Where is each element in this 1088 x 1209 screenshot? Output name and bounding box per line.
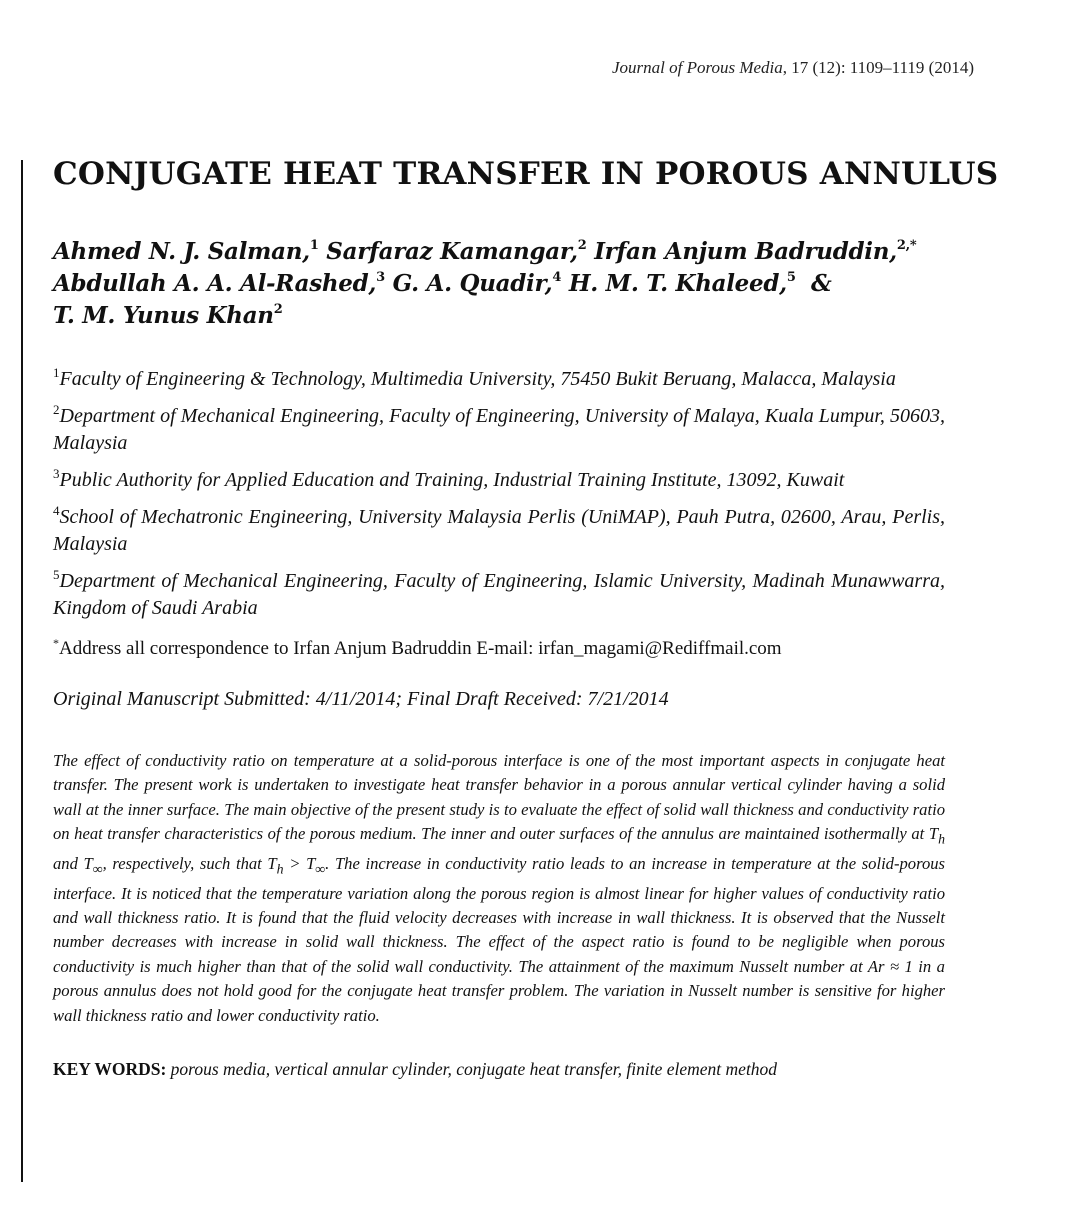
keywords: [53, 1059, 945, 1080]
margin-rule: [21, 160, 23, 1182]
author-conjunction: &: [810, 270, 832, 297]
article-front-matter: [53, 148, 999, 1080]
keywords-label: KEY WORDS:: [53, 1059, 167, 1080]
paper-title: CONJUGATE HEAT TRANSFER IN POROUS ANNULUS: [53, 156, 999, 192]
abstract: The effect of conductivity ratio on temperature at a solid-porous interface is one of the most important aspects in conjugate heat transfer. The present work is undertaken to investigate heat transfer behavior in a porous annular vertical cylinder having a solid wall at the inner surface. The main objective of the present study is to evaluate the effect of solid wall thickness and conductivity ratio on heat transfer characteristics of the porous medium. The inner and outer surfaces of the annulus are maintained isothermally at $T_h$ and $T_\infty$, respectively, such that $T_h > T_\infty$. The increase in conductivity ratio leads to an increase in temperature at the solid-porous interface. It is noticed that the temperature variation along the porous region is almost linear for higher values of conductivity ratio and wall thickness ratio. It is found that the fluid velocity decreases with increase in wall thickness. It is observed that the Nusselt number decreases with increase in solid wall thickness. The effect of the aspect ratio is found to be negligible when porous conductivity is much higher than that of the solid wall conductivity. The attainment of the maximum Nusselt number at Ar ≈ 1 in a porous annulus does not hold good for the conjugate heat transfer problem. The variation in Nusselt number is sensitive for higher wall thickness ratio and lower conductivity ratio.: [53, 751, 945, 1025]
author: T. M. Yunus Khan$^2$: [53, 302, 283, 329]
keywords-list: porous media, vertical annular cylinder, conjugate heat transfer, finite element method: [170, 1059, 778, 1080]
author: Sarfaraz Kamangar,$^2$: [326, 238, 587, 265]
author: H. M. T. Khaleed,$^5$: [568, 270, 796, 297]
author: Irfan Anjum Badruddin,$^{2,*}$: [594, 238, 917, 265]
affiliation-list: [53, 366, 945, 622]
affiliation: $^4$School of Mechatronic Engineering, University Malaysia Perlis (UniMAP), Pauh Putra, 02600, Arau, Perlis, Malaysia: [53, 503, 945, 555]
affiliation: $^1$Faculty of Engineering & Technology, Multimedia University, 75450 Bukit Beruang, Malacca, Malaysia: [53, 365, 896, 390]
author: G. A. Quadir,$^4$: [392, 270, 562, 297]
affiliation: $^5$Department of Mechanical Engineering, Faculty of Engineering, Islamic University, Madinah Munawwarra, Kingdom of Saudi Arabia: [53, 567, 945, 619]
affiliation: $^3$Public Authority for Applied Education and Training, Industrial Training Institute, 13092, Kuwait: [53, 466, 845, 491]
correspondence-note: *Address all correspondence to Irfan Anjum Badruddin E-mail: irfan_magami@Rediffmail.com: [53, 636, 782, 659]
manuscript-dates: Original Manuscript Submitted: 4/11/2014; Final Draft Received: 7/21/2014: [53, 688, 669, 710]
journal-name: Journal of Porous Media: [611, 58, 783, 77]
author: Ahmed N. J. Salman,$^1$: [53, 238, 319, 265]
journal-citation: [612, 58, 974, 78]
author: Abdullah A. A. Al-Rashed,$^3$: [53, 270, 385, 297]
author-list: [53, 236, 945, 332]
journal-volume-pages: , 17 (12): 1109–1119 (2014): [782, 58, 974, 77]
affiliation: $^2$Department of Mechanical Engineering, Faculty of Engineering, University of Malaya, Kuala Lumpur, 50603, Malaysia: [53, 402, 945, 454]
